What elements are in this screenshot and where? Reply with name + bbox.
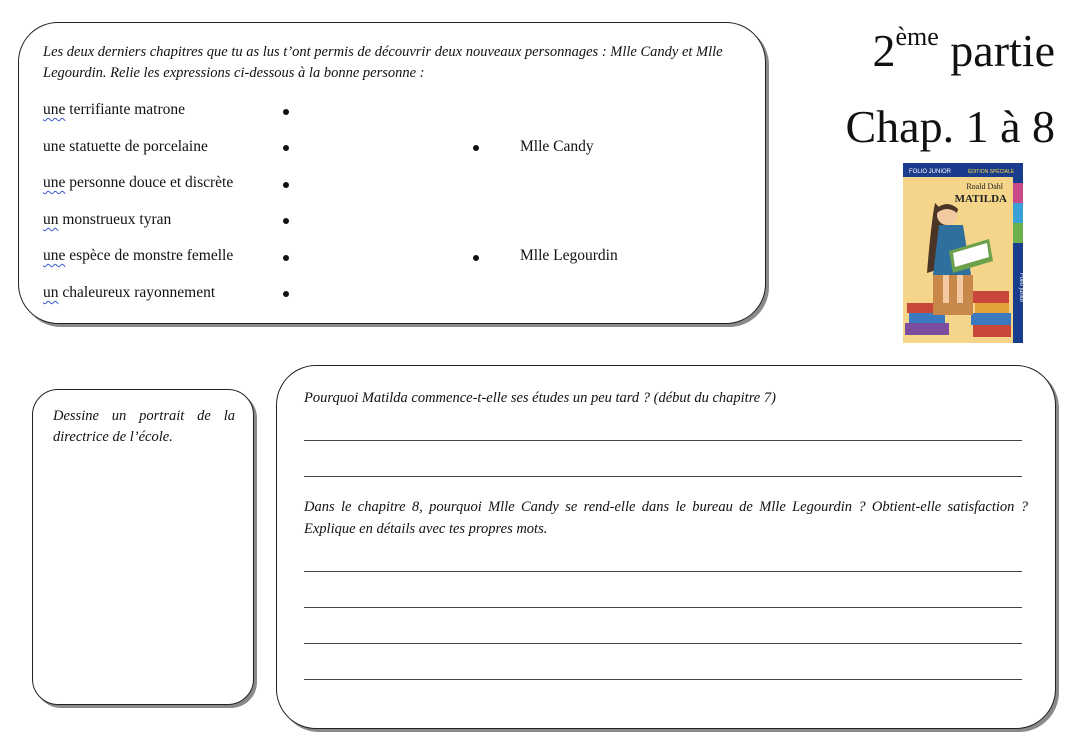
portrait-drawing-area[interactable] [32,389,254,705]
answer-line[interactable] [304,643,1022,644]
person-mlle-legourdin: Mlle Legourdin [520,247,618,264]
expression-item: une statuette de porcelaine [43,138,208,155]
question-2: Dans le chapitre 8, pourquoi Mlle Candy se rend-elle dans le bureau de Mlle Legourdin ? Obtient-elle satisfaction ? Explique en détails avec tes propres mots. [304,499,1028,537]
expression-bullet[interactable] [283,145,289,151]
answer-line[interactable] [304,476,1022,477]
cover-author: Roald Dahl [966,182,1003,191]
person-bullet[interactable] [473,255,479,261]
matching-exercise [18,22,766,324]
expression-bullet[interactable] [283,218,289,224]
cover-collection: FOLIO JUNIOR [909,169,952,175]
answer-line[interactable] [304,607,1022,608]
expression-item: un chaleureux rayonnement [43,284,216,301]
cover-title: MATILDA [954,193,1007,205]
person-mlle-candy: Mlle Candy [520,138,594,155]
answer-line[interactable] [304,679,1022,680]
expression-bullet[interactable] [283,109,289,115]
expression-item: une terrifiante matrone [43,101,186,118]
expression-bullet[interactable] [283,182,289,188]
questions-section [276,365,1056,729]
matching-instructions: Les deux derniers chapitres que tu as lus t’ont permis de découvrir deux nouveaux personnages : Mlle Candy et Mlle Legourdin. Relie les expressions ci-dessous à la bonne personne : [43,44,723,81]
cover-side-text: Folio junior [1018,273,1024,303]
answer-line[interactable] [304,571,1022,572]
expression-item: une personne douce et discrète [43,174,234,191]
expression-item: une espèce de monstre femelle [43,247,234,264]
expression-item: un monstrueux tyran [43,211,172,228]
answer-line[interactable] [304,440,1022,441]
part-superscript: ème [895,22,939,51]
cover-edition: ÉDITION SPÉCIALE [967,169,1015,175]
portrait-instruction: Dessine un portrait de la directrice de l’école. [53,408,235,445]
expression-bullet[interactable] [283,255,289,261]
question-1: Pourquoi Matilda commence-t-elle ses études un peu tard ? (début du chapitre 7) [304,390,776,406]
part-title: 2ème partie [872,22,1055,76]
expression-bullet[interactable] [283,291,289,297]
person-bullet[interactable] [473,145,479,151]
matilda-book-cover [903,163,1023,343]
chapters-title: Chap. 1 à 8 [845,101,1055,152]
book-cover-illustration [903,163,1023,343]
